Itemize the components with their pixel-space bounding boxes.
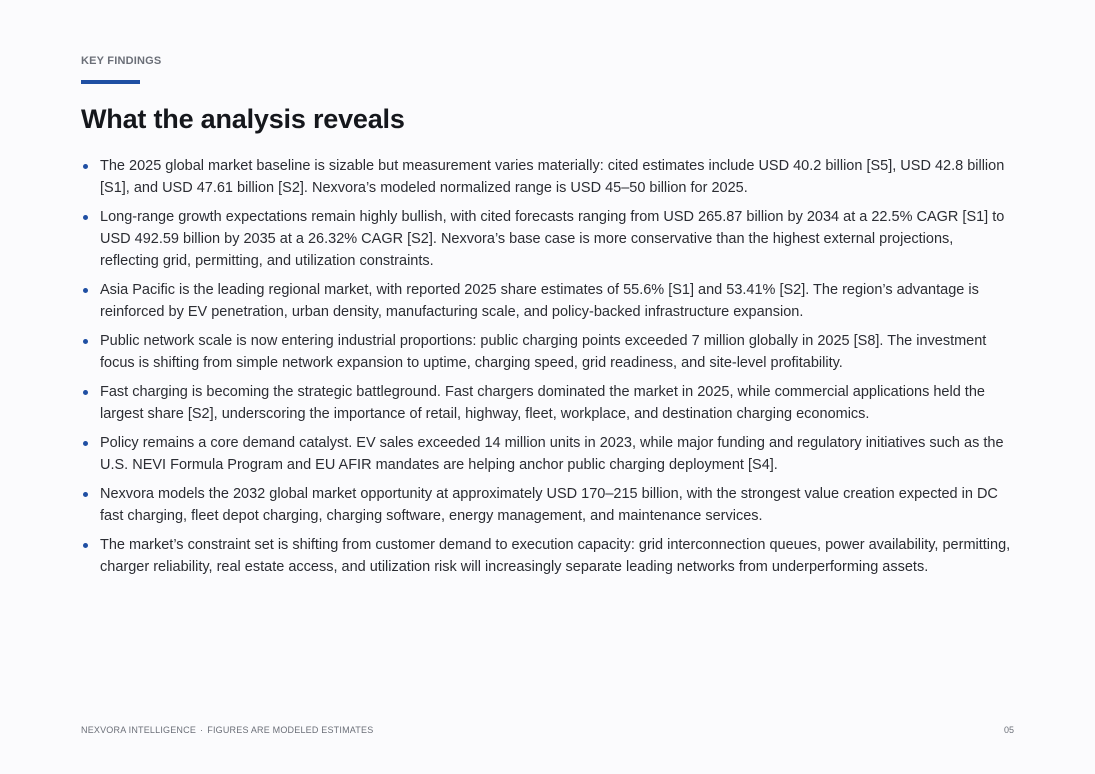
finding-item xyxy=(81,534,1015,578)
finding-text: Nexvora models the 2032 global market opportunity at approximately USD 170–215 billion, with the strongest value creation expected in DC fast charging, fleet depot charging, charging software, energy management, and maintenance services. xyxy=(100,486,998,524)
finding-text: Asia Pacific is the leading regional market, with reported 2025 share estimates of 55.6% [S1] and 53.41% [S2]. The region’s advantage is reinforced by EV penetration, urban density, manufacturing scale, and policy-backed infrastructure expansion. xyxy=(100,282,979,320)
section-eyebrow: KEY FINDINGS xyxy=(81,55,162,67)
finding-text: Fast charging is becoming the strategic battleground. Fast chargers dominated the market in 2025, while commercial applications held the largest share [S2], underscoring the importance of retail, highway, fleet, workplace, and destination charging economics. xyxy=(100,384,985,422)
page-number: 05 xyxy=(1003,725,1014,735)
finding-item xyxy=(81,279,1015,323)
bullet-icon xyxy=(83,492,88,497)
finding-text: Public network scale is now entering industrial proportions: public charging points exceeded 7 million globally in 2025 [S8]. The investment focus is shifting from simple network expansion to uptime, charging speed, grid readiness, and site-level profitability. xyxy=(100,333,987,371)
footer-separator: · xyxy=(200,725,204,735)
bullet-icon xyxy=(83,164,88,169)
bullet-icon xyxy=(83,441,88,446)
footer-brand: NEXVORA INTELLIGENCE xyxy=(81,725,197,735)
footer-caption xyxy=(81,725,373,735)
footer-note: FIGURES ARE MODELED ESTIMATES xyxy=(207,725,374,735)
finding-item xyxy=(81,155,1015,199)
accent-bar xyxy=(81,80,140,84)
bullet-icon xyxy=(83,543,88,548)
finding-text: Policy remains a core demand catalyst. EV sales exceeded 14 million units in 2023, while major funding and regulatory initiatives such as the U.S. NEVI Formula Program and EU AFIR mandates are helping anchor public charging deployment [S4]. xyxy=(100,435,1004,473)
finding-text: Long-range growth expectations remain highly bullish, with cited forecasts ranging from USD 265.87 billion by 2034 at a 22.5% CAGR [S1] to USD 492.59 billion by 2035 at a 26.32% CAGR [S2]. Nexvora’s base case is more conservative than the highest external projections, reflecting grid, permitting, and utilization constraints. xyxy=(100,209,1005,269)
finding-text: The 2025 global market baseline is sizable but measurement varies materially: cited estimates include USD 40.2 billion [S5], USD 42.8 billion [S1], and USD 47.61 billion [S2]. Nexvora’s modeled normalized range is USD 45–50 billion for 2025. xyxy=(100,158,1005,196)
bullet-icon xyxy=(83,215,88,220)
finding-item xyxy=(81,432,1015,476)
bullet-icon xyxy=(83,339,88,344)
finding-item xyxy=(81,381,1015,425)
findings-list xyxy=(81,155,1015,585)
finding-text: The market’s constraint set is shifting from customer demand to execution capacity: grid interconnection queues, power availability, permitting, charger reliability, real estate access, and utilization risk will increasingly separate leading networks from underperforming assets. xyxy=(100,537,1011,575)
finding-item xyxy=(81,330,1015,374)
bullet-icon xyxy=(83,288,88,293)
bullet-icon xyxy=(83,390,88,395)
finding-item xyxy=(81,483,1015,527)
finding-item xyxy=(81,206,1015,272)
page-title: What the analysis reveals xyxy=(81,104,405,134)
